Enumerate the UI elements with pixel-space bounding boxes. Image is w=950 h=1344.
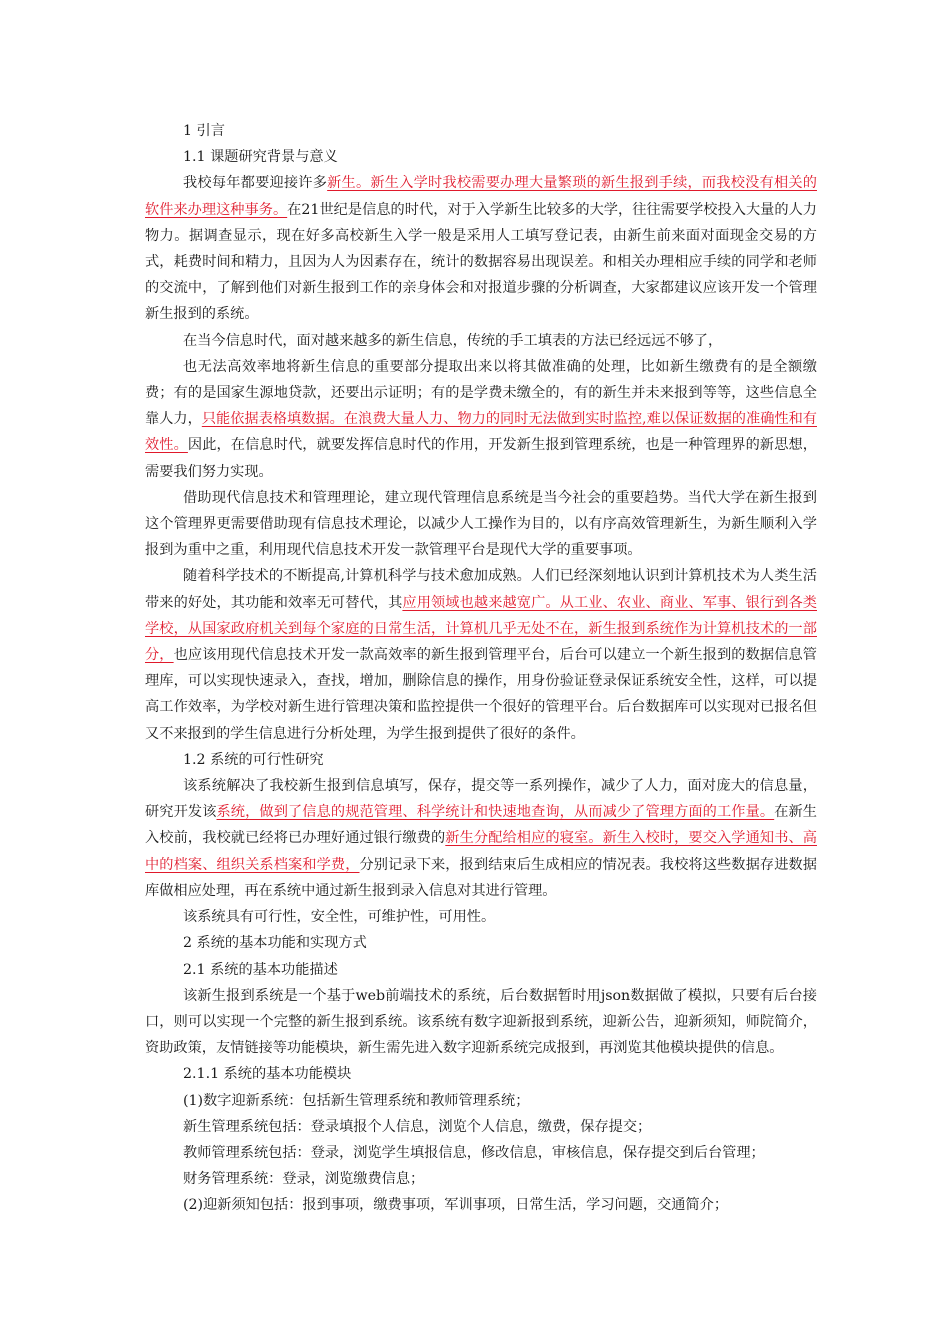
- text-run: 也应该用现代信息技术开发一款高效率的新生报到管理平台，后台可以建立一个新生报到的数据信息管理库，可以实现快速录入，查找，增加，删除信息的操作，用身份验证登录保证系统安全性，这样，可以提高工作效率，为学校对新生进行管理决策和监控提供一个很好的管理平台。后台数据库可以实现对已报名但又不来报到的学生信息进行分析处理，为学生报到提供了很好的条件。: [145, 647, 817, 742]
- highlighted-text: 系统，做到了信息的规范管理、科学统计和快速地查询，从而减少了管理方面的工作量。: [216, 804, 775, 821]
- highlighted-text: 应用领域也越来越宽广。从工业、农业、商业、军事、银行到各类学校，从国家政府机关到每个家庭的日常生活，计算机几乎无处不在，新生报到系统作为计算机技术的一部分，: [145, 594, 817, 664]
- text-run: 也无法高效率地将新生信息的重要部分提取出来以将其做准确的处理，比如新生缴费有的是全额缴费；有的是国家生源地贷款，还要出示证明；有的是学费未缴全的，有的新生并未来报到等等，这些信息全靠人力，: [145, 358, 817, 428]
- text-run: 在新生入校前，我校就已经将已办理好通过银行缴费的: [145, 804, 817, 847]
- text-run: (1)数字迎新系统：包括新生管理系统和教师管理系统；: [183, 1092, 530, 1109]
- text-run: 因此，在信息时代，就要发挥信息时代的作用，开发新生报到管理系统，也是一种管理界的新思想，需要我们努力实现。: [145, 437, 817, 480]
- text-run: 在当今信息时代，面对越来越多的新生信息，传统的手工填表的方法已经远远不够了，: [183, 332, 723, 349]
- text-run: 1.2 系统的可行性研究: [183, 751, 324, 768]
- section-heading: [145, 118, 817, 144]
- text-run: 新生管理系统包括：登录填报个人信息，浏览个人信息，缴费，保存提交；: [183, 1118, 652, 1135]
- text-run: 2.1.1 系统的基本功能模块: [183, 1066, 352, 1083]
- text-run: 2.1 系统的基本功能描述: [183, 961, 338, 978]
- document-page: [145, 118, 817, 1219]
- text-run: 分别记录下来，报到结束后生成相应的情况表。我校将这些数据存进数据库做相应处理，再在系统中通过新生报到录入信息对其进行管理。: [145, 856, 817, 899]
- section-heading: [145, 957, 817, 983]
- paragraph: [145, 563, 817, 746]
- paragraph: [145, 983, 817, 1062]
- highlighted-text: 新生。新生入学时我校需要办理大量繁琐的新生报到手续，而我校没有相关的软件来办理这种事务。: [145, 175, 817, 218]
- section-heading: [145, 1061, 817, 1087]
- paragraph: [145, 1140, 817, 1166]
- paragraph: [145, 1088, 817, 1114]
- section-heading: [145, 930, 817, 956]
- paragraph: [145, 1114, 817, 1140]
- text-run: 借助现代信息技术和管理理论，建立现代管理信息系统是当今社会的重要趋势。当代大学在新生报到这个管理界更需要借助现有信息技术理论，以减少人工操作为目的，以有序高效管理新生，为新生顺利入学报到为重中之重，利用现代信息技术开发一款管理平台是现代大学的重要事项。: [145, 489, 817, 559]
- paragraph: [145, 170, 817, 327]
- text-run: (2)迎新须知包括：报到事项，缴费事项，军训事项，日常生活，学习问题，交通简介；: [183, 1197, 729, 1214]
- text-run: 1.1 课题研究背景与意义: [183, 149, 338, 166]
- paragraph: [145, 904, 817, 930]
- text-run: 该新生报到系统是一个基于web前端技术的系统，后台数据暂时用json数据做了模拟，只要有后台接口，则可以实现一个完整的新生报到系统。该系统有数字迎新报到系统，迎新公告，迎新须知，师院简介，资助政策，友情链接等功能模块，新生需先进入数字迎新系统完成报到，再浏览其他模块提供的信息。: [145, 987, 817, 1057]
- highlighted-text: 只能依据表格填数据。在浪费大量人力、物力的同时无法做到实时监控,难以保证数据的准确性和有效性。: [145, 411, 817, 454]
- text-run: 我校每年都要迎接许多: [183, 175, 328, 192]
- text-run: 2 系统的基本功能和实现方式: [183, 935, 367, 952]
- paragraph: [145, 354, 817, 485]
- section-heading: [145, 747, 817, 773]
- paragraph: [145, 1192, 817, 1218]
- highlighted-text: 新生分配给相应的寝室。新生入校时，要交入学通知书、高中的档案、组织关系档案和学费，: [145, 830, 817, 873]
- paragraph: [145, 485, 817, 564]
- text-run: 在21世纪是信息的时代，对于入学新生比较多的大学，往往需要学校投入大量的人力物力。据调查显示，现在好多高校新生入学一般是采用人工填写登记表，由新生前来面对面现金交易的方式，耗费时间和精力，且因为人为因素存在，统计的数据容易出现误差。和相关办理相应手续的同学和老师的交流中，了解到他们对新生报到工作的亲身体会和对报道步骤的分析调查，大家都建议应该开发一个管理新生报到的系统。: [145, 201, 817, 323]
- paragraph: [145, 773, 817, 904]
- text-run: 该系统解决了我校新生报到信息填写，保存，提交等一系列操作，减少了人力，面对庞大的信息量，研究开发该: [145, 778, 817, 821]
- text-run: 1 引言: [183, 123, 225, 139]
- text-run: 教师管理系统包括：登录，浏览学生填报信息，修改信息，审核信息，保存提交到后台管理；: [183, 1144, 765, 1161]
- text-run: 该系统具有可行性，安全性，可维护性，可用性。: [183, 909, 496, 926]
- section-heading: [145, 144, 817, 170]
- paragraph: [145, 328, 817, 354]
- text-run: 随着科学技术的不断提高,计算机科学与技术愈加成熟。人们已经深刻地认识到计算机技术为人类生活带来的好处，其功能和效率无可替代，其: [145, 568, 817, 611]
- text-run: 财务管理系统：登录，浏览缴费信息；: [183, 1171, 425, 1188]
- paragraph: [145, 1166, 817, 1192]
